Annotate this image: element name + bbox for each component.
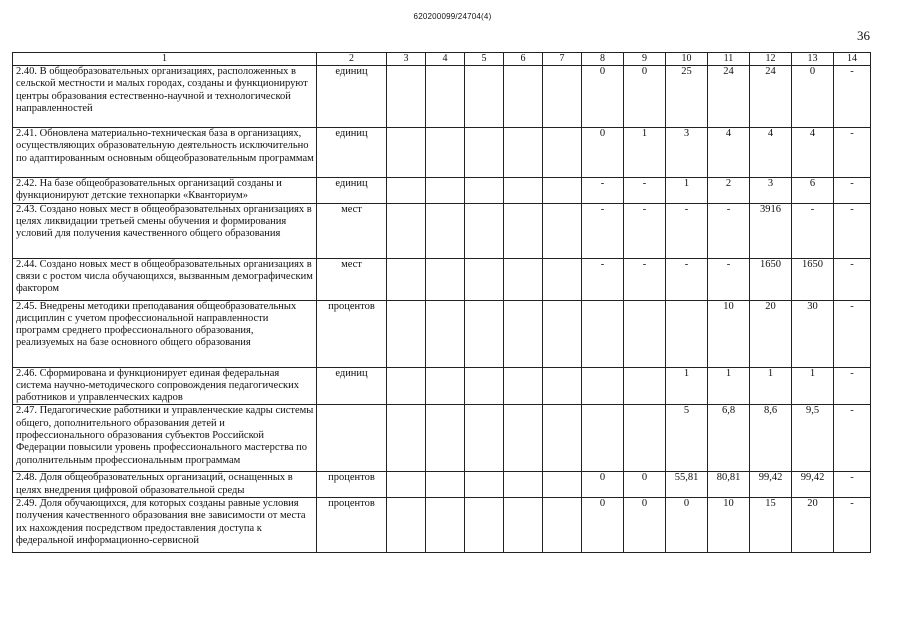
column-number-row (13, 53, 871, 66)
value-cell-c4 (426, 300, 465, 367)
indicator-unit (317, 405, 387, 472)
value-cell-c14: - (834, 178, 871, 204)
value-cell-c10 (666, 300, 708, 367)
page-number: 36 (857, 28, 870, 43)
value-cell-c7 (543, 178, 582, 204)
value-cell-c5 (465, 203, 504, 258)
indicator-description: 2.42. На базе общеобразовательных организаций созданы и функционируют детские технопарки «Кванториум» (13, 178, 317, 204)
value-cell-c5 (465, 367, 504, 405)
value-cell-c6 (504, 128, 543, 178)
table-row (13, 203, 871, 258)
value-cell-c8: - (582, 258, 624, 300)
indicator-unit: мест (317, 258, 387, 300)
column-header: 12 (750, 53, 792, 66)
value-cell-c14: - (834, 472, 871, 498)
column-header: 7 (543, 53, 582, 66)
value-cell-c9: 0 (624, 498, 666, 553)
value-cell-c5 (465, 300, 504, 367)
value-cell-c7 (543, 367, 582, 405)
indicator-description: 2.45. Внедрены методики преподавания общеобразовательных дисциплин с учетом профессиональной направленности программ среднего профессионального образования, реализуемых на базе основного общего образования (13, 300, 317, 367)
value-cell-c5 (465, 66, 504, 128)
value-cell-c9: - (624, 258, 666, 300)
value-cell-c6 (504, 258, 543, 300)
column-header: 1 (13, 53, 317, 66)
value-cell-c7 (543, 128, 582, 178)
value-cell-c6 (504, 66, 543, 128)
value-cell-c12: 3916 (750, 203, 792, 258)
value-cell-c5 (465, 258, 504, 300)
value-cell-c4 (426, 258, 465, 300)
table-row (13, 498, 871, 553)
value-cell-c10: 5 (666, 405, 708, 472)
value-cell-c8 (582, 367, 624, 405)
value-cell-c5 (465, 178, 504, 204)
value-cell-c8: - (582, 178, 624, 204)
value-cell-c10: - (666, 258, 708, 300)
value-cell-c10: 25 (666, 66, 708, 128)
value-cell-c4 (426, 367, 465, 405)
value-cell-c4 (426, 498, 465, 553)
value-cell-c12: 8,6 (750, 405, 792, 472)
indicators-table (12, 52, 871, 553)
value-cell-c14: - (834, 128, 871, 178)
value-cell-c9: - (624, 203, 666, 258)
value-cell-c3 (387, 300, 426, 367)
indicator-description: 2.43. Создано новых мест в общеобразовательных организациях в целях ликвидации третьей смены обучения и формирования условий для получения качественного общего образования (13, 203, 317, 258)
column-header: 9 (624, 53, 666, 66)
value-cell-c3 (387, 258, 426, 300)
value-cell-c12: 99,42 (750, 472, 792, 498)
value-cell-c8: 0 (582, 128, 624, 178)
value-cell-c13: 99,42 (792, 472, 834, 498)
value-cell-c4 (426, 66, 465, 128)
value-cell-c11: 10 (708, 498, 750, 553)
value-cell-c11: 6,8 (708, 405, 750, 472)
value-cell-c7 (543, 66, 582, 128)
value-cell-c4 (426, 178, 465, 204)
table-row (13, 300, 871, 367)
column-header: 11 (708, 53, 750, 66)
indicator-description: 2.47. Педагогические работники и управленческие кадры системы общего, дополнительного образования детей и профессионального образования субъектов Российской Федерации повысили уровень профессионального мастерства по дополнительным профессиональным программам (13, 405, 317, 472)
column-header: 5 (465, 53, 504, 66)
value-cell-c7 (543, 405, 582, 472)
value-cell-c6 (504, 300, 543, 367)
value-cell-c13: 0 (792, 66, 834, 128)
indicator-description: 2.48. Доля общеобразовательных организаций, оснащенных в целях внедрения цифровой образовательной среды (13, 472, 317, 498)
value-cell-c10: 0 (666, 498, 708, 553)
column-header: 13 (792, 53, 834, 66)
value-cell-c13: 1 (792, 367, 834, 405)
value-cell-c5 (465, 472, 504, 498)
value-cell-c4 (426, 472, 465, 498)
value-cell-c8: - (582, 203, 624, 258)
value-cell-c6 (504, 498, 543, 553)
value-cell-c14: - (834, 66, 871, 128)
value-cell-c9: - (624, 178, 666, 204)
value-cell-c13: 4 (792, 128, 834, 178)
value-cell-c12: 4 (750, 128, 792, 178)
column-header: 3 (387, 53, 426, 66)
value-cell-c8: 0 (582, 66, 624, 128)
value-cell-c11: 10 (708, 300, 750, 367)
indicator-unit: единиц (317, 367, 387, 405)
value-cell-c6 (504, 405, 543, 472)
indicator-description: 2.44. Создано новых мест в общеобразовательных организациях в связи с ростом числа обучающихся, вызванным демографическим фактором (13, 258, 317, 300)
value-cell-c6 (504, 178, 543, 204)
value-cell-c14: - (834, 405, 871, 472)
value-cell-c8: 0 (582, 498, 624, 553)
value-cell-c3 (387, 66, 426, 128)
value-cell-c8 (582, 405, 624, 472)
value-cell-c10: 1 (666, 367, 708, 405)
value-cell-c12: 15 (750, 498, 792, 553)
value-cell-c11: 4 (708, 128, 750, 178)
value-cell-c11: 1 (708, 367, 750, 405)
value-cell-c10: 55,81 (666, 472, 708, 498)
value-cell-c13: - (792, 203, 834, 258)
table-row (13, 66, 871, 128)
indicator-unit: процентов (317, 472, 387, 498)
value-cell-c13: 6 (792, 178, 834, 204)
document-id: 620200099/24704(4) (413, 12, 492, 21)
table-row (13, 178, 871, 204)
value-cell-c14: - (834, 367, 871, 405)
value-cell-c8 (582, 300, 624, 367)
value-cell-c14: - (834, 203, 871, 258)
value-cell-c3 (387, 498, 426, 553)
column-header: 4 (426, 53, 465, 66)
column-header: 6 (504, 53, 543, 66)
indicator-description: 2.46. Сформирована и функционирует единая федеральная система научно-методического сопровождения педагогических работников и управленческих кадров (13, 367, 317, 405)
column-header: 10 (666, 53, 708, 66)
indicator-unit: процентов (317, 300, 387, 367)
value-cell-c12: 3 (750, 178, 792, 204)
indicator-unit: мест (317, 203, 387, 258)
table-row (13, 367, 871, 405)
value-cell-c12: 1 (750, 367, 792, 405)
value-cell-c9 (624, 367, 666, 405)
value-cell-c7 (543, 258, 582, 300)
indicator-unit: единиц (317, 178, 387, 204)
value-cell-c4 (426, 203, 465, 258)
value-cell-c9 (624, 300, 666, 367)
table-row (13, 472, 871, 498)
column-header: 8 (582, 53, 624, 66)
value-cell-c5 (465, 405, 504, 472)
value-cell-c9: 0 (624, 472, 666, 498)
value-cell-c10: 3 (666, 128, 708, 178)
indicator-unit: единиц (317, 66, 387, 128)
value-cell-c4 (426, 405, 465, 472)
value-cell-c13: 30 (792, 300, 834, 367)
value-cell-c13: 20 (792, 498, 834, 553)
value-cell-c13: 9,5 (792, 405, 834, 472)
value-cell-c11: - (708, 258, 750, 300)
indicator-description: 2.40. В общеобразовательных организациях, расположенных в сельской местности и малых городах, созданы и функционируют центры образования естественно-научной и технологической направленностей (13, 66, 317, 128)
value-cell-c3 (387, 128, 426, 178)
value-cell-c12: 20 (750, 300, 792, 367)
value-cell-c8: 0 (582, 472, 624, 498)
value-cell-c9 (624, 405, 666, 472)
value-cell-c3 (387, 203, 426, 258)
value-cell-c3 (387, 472, 426, 498)
value-cell-c11: 80,81 (708, 472, 750, 498)
indicator-description: 2.49. Доля обучающихся, для которых созданы равные условия получения качественного образования вне зависимости от места их нахождения посредством предоставления доступа к федеральной информационно-сервисной (13, 498, 317, 553)
table-row (13, 258, 871, 300)
value-cell-c7 (543, 300, 582, 367)
value-cell-c7 (543, 472, 582, 498)
value-cell-c3 (387, 178, 426, 204)
column-header: 14 (834, 53, 871, 66)
indicator-unit: процентов (317, 498, 387, 553)
column-header: 2 (317, 53, 387, 66)
value-cell-c12: 1650 (750, 258, 792, 300)
value-cell-c6 (504, 472, 543, 498)
value-cell-c11: 24 (708, 66, 750, 128)
value-cell-c14: - (834, 498, 871, 553)
value-cell-c10: - (666, 203, 708, 258)
value-cell-c6 (504, 367, 543, 405)
value-cell-c7 (543, 203, 582, 258)
value-cell-c11: 2 (708, 178, 750, 204)
value-cell-c13: 1650 (792, 258, 834, 300)
value-cell-c5 (465, 128, 504, 178)
value-cell-c11: - (708, 203, 750, 258)
indicator-description: 2.41. Обновлена материально-техническая база в организациях, осуществляющих образовательную деятельность исключительно по адаптированным основным общеобразовательным программам (13, 128, 317, 178)
value-cell-c9: 0 (624, 66, 666, 128)
value-cell-c12: 24 (750, 66, 792, 128)
value-cell-c10: 1 (666, 178, 708, 204)
value-cell-c14: - (834, 258, 871, 300)
value-cell-c9: 1 (624, 128, 666, 178)
value-cell-c6 (504, 203, 543, 258)
table-row (13, 405, 871, 472)
indicator-unit: единиц (317, 128, 387, 178)
value-cell-c14: - (834, 300, 871, 367)
value-cell-c3 (387, 367, 426, 405)
value-cell-c5 (465, 498, 504, 553)
value-cell-c3 (387, 405, 426, 472)
table-row (13, 128, 871, 178)
value-cell-c7 (543, 498, 582, 553)
value-cell-c4 (426, 128, 465, 178)
